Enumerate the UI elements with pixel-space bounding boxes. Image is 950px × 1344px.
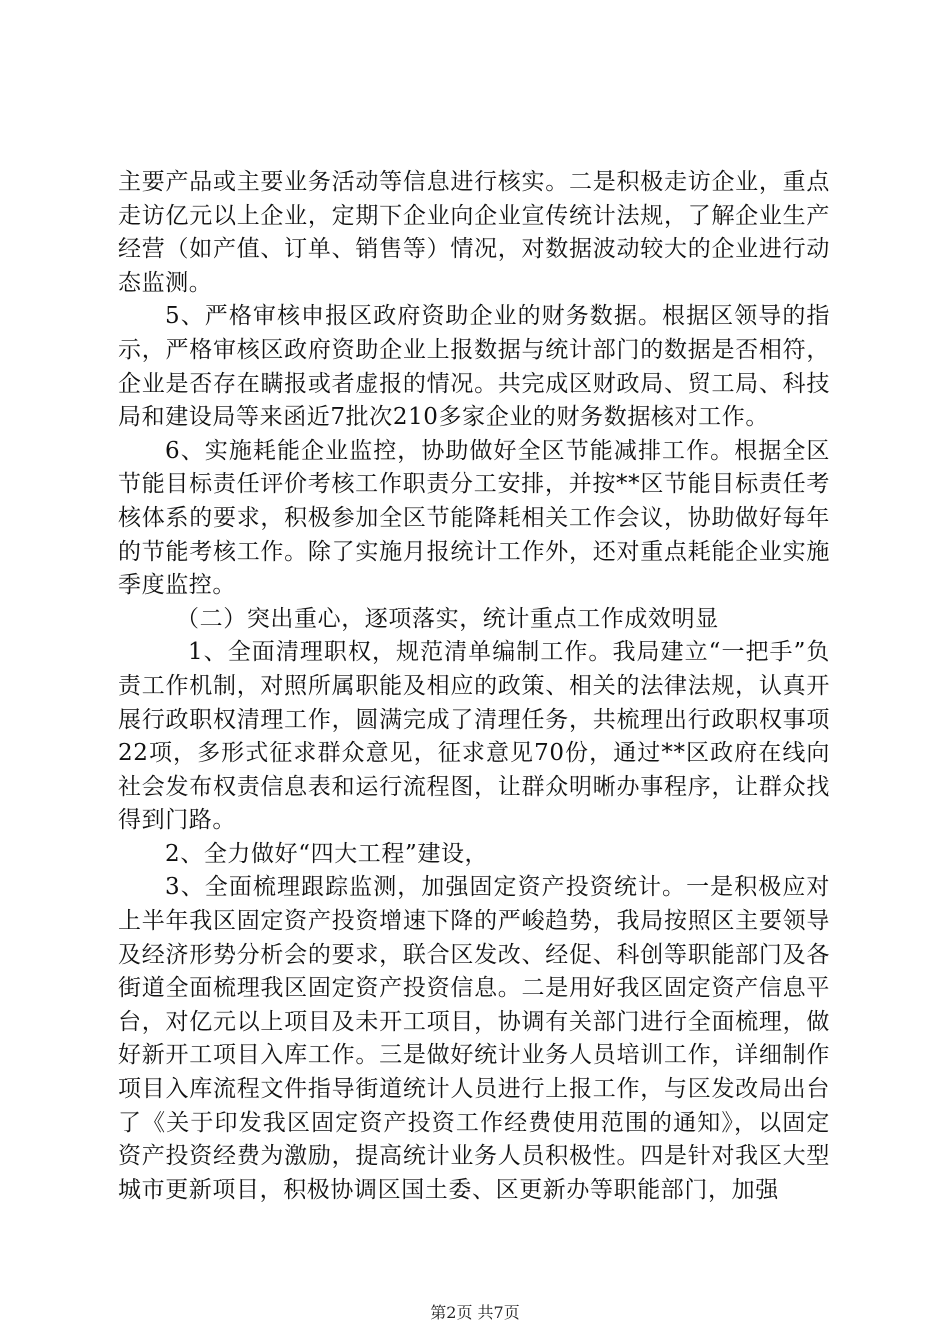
paragraph-item-6: 6、实施耗能企业监控，协助做好全区节能减排工作。根据全区节能目标责任评价考核工作职责分工安排，并按**区节能目标责任考核体系的要求，积极参加全区节能降耗相关工作会议，协助做好每年的节能考核工作。除了实施月报统计工作外，还对重点耗能企业实施季度监控。: [118, 437, 830, 599]
paragraph-item-5: 5、严格审核申报区政府资助企业的财务数据。根据区领导的指示，严格审核区政府资助企业上报数据与统计部门的数据是否相符，企业是否存在瞒报或者虚报的情况。共完成区财政局、贸工局、科技局和建设局等来函近7批次210多家企业的财务数据核对工作。: [118, 303, 830, 431]
document-body: [118, 166, 830, 1207]
page-number-label: 第2页 共7页: [430, 1303, 520, 1322]
paragraph-item-2: 2、全力做好“四大工程”建设，: [165, 840, 489, 867]
section-heading: （二）突出重心，逐项落实，统计重点工作成效明显: [176, 605, 719, 632]
page-footer: [0, 1303, 950, 1323]
paragraph-continuation: 主要产品或主要业务活动等信息进行核实。二是积极走访企业，重点走访亿元以上企业，定期下企业向企业宣传统计法规，了解企业生产经营（如产值、订单、销售等）情况，对数据波动较大的企业进行动态监测。: [118, 169, 830, 296]
paragraph-item-1: 1、全面清理职权，规范清单编制工作。我局建立“一把手”负责工作机制，对照所属职能及相应的政策、相关的法律法规，认真开展行政职权清理工作，圆满完成了清理任务，共梳理出行政职权事项22项，多形式征求群众意见，征求意见70份，通过**区政府在线向社会发布权责信息表和运行流程图，让群众明晰办事程序，让群众找得到门路。: [118, 639, 830, 834]
paragraph-item-3: 3、全面梳理跟踪监测，加强固定资产投资统计。一是积极应对上半年我区固定资产投资增速下降的严峻趋势，我局按照区主要领导及经济形势分析会的要求，联合区发改、经促、科创等职能部门及各街道全面梳理我区固定资产投资信息。二是用好我区固定资产信息平台，对亿元以上项目及未开工项目，协调有关部门进行全面梳理，做好新开工项目入库工作。三是做好统计业务人员培训工作，详细制作项目入库流程文件指导街道统计人员进行上报工作，与区发改局出台了《关于印发我区固定资产投资工作经费使用范围的通知》，以固定资产投资经费为激励，提高统计业务人员积极性。四是针对我区大型城市更新项目，积极协调区国土委、区更新办等职能部门，加强: [118, 874, 830, 1203]
